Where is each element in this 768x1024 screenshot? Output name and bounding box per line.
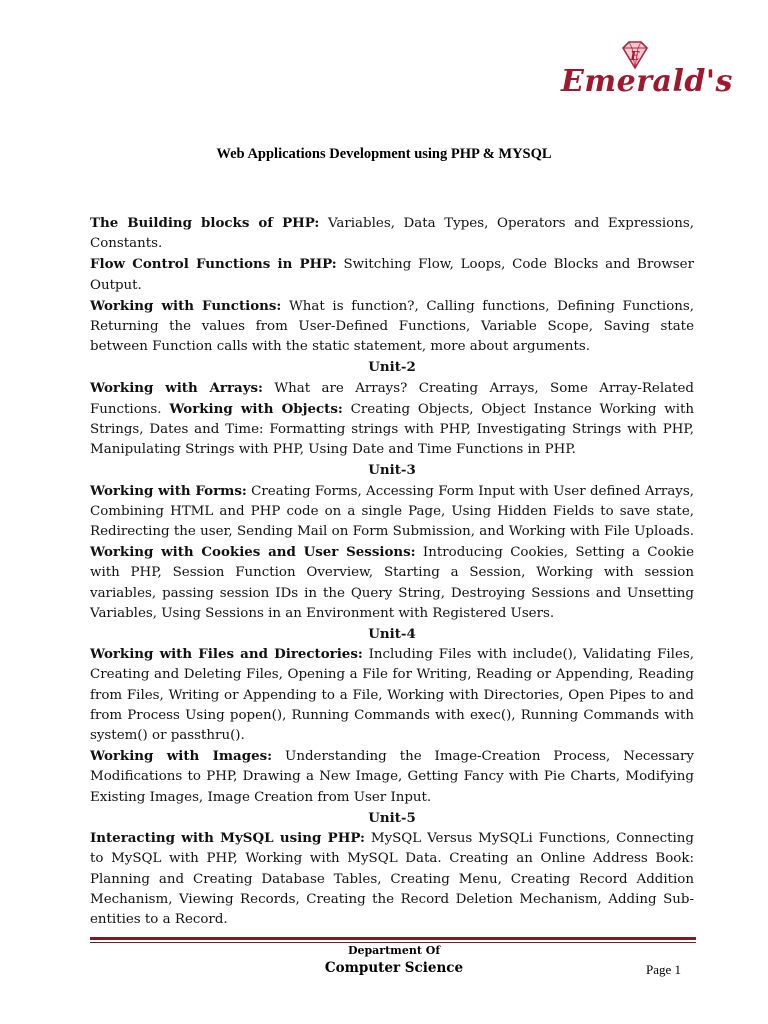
logo-text: Emerald's xyxy=(561,64,733,99)
emeralds-logo xyxy=(555,38,733,108)
topic-paragraph xyxy=(90,296,694,358)
topic-paragraph xyxy=(90,213,694,254)
topic-heading: Working with Cookies and User Sessions: xyxy=(90,544,416,561)
topic-paragraph xyxy=(90,746,694,808)
unit-heading: Unit-2 xyxy=(368,359,416,376)
page-number: Page 1 xyxy=(646,962,682,977)
footer-department: Department Of xyxy=(347,944,441,957)
topic-heading: The Building blocks of PHP: xyxy=(90,215,320,231)
footer-subject: Computer Science xyxy=(324,960,464,976)
topic-paragraph xyxy=(90,481,694,624)
topic-heading: Working with Functions: xyxy=(90,297,282,314)
topic-text: MySQL Versus MySQLi Functions, Connecting to MySQL with PHP, Working with MySQL Data. Creating an Online Address Book: Planning and Creating Database Tables, Creating Menu, Creating Record Addition Mechanism, Viewing Records, Creating the Record Deletion Mechanism, Adding Sub-entities to a Record. xyxy=(90,831,694,927)
topic-heading: Working with Objects: xyxy=(169,400,343,417)
footer-rule-thin xyxy=(90,942,696,943)
topic-text: What is function?, Calling functions, Defining Functions, Returning the values from User-Defined Functions, Variable Scope, Saving state between Function calls with the static statement, more about arguments. xyxy=(90,298,695,355)
topic-heading: Interacting with MySQL using PHP: xyxy=(90,830,365,847)
topic-text: Including Files with include(), Validating Files, Creating and Deleting Files, Opening a File for Writing, Reading or Appending, Reading from Files, Writing or Appending to a File, Working with Directories, Open Pipes to and from Process Using popen(), Running Commands with exec(), Running Commands with system() or passthru(). xyxy=(90,647,694,744)
topic-heading: Working with Files and Directories: xyxy=(90,646,363,663)
unit-heading: Unit-5 xyxy=(368,809,416,826)
logo-mark: E xyxy=(630,49,640,63)
topic-text: Introducing Cookies, Setting a Cookie with PHP, Session Function Overview, Starting a Session, Working with session variables, passing session IDs in the Query String, Destroying Sessions and Unsetting Variables, Using Sessions in an Environment with Registered Users. xyxy=(90,545,694,621)
footer-rule-thick xyxy=(90,937,696,940)
topic-text: Variables, Data Types, Operators and Expressions, Constants. xyxy=(90,216,694,252)
topic-paragraph xyxy=(90,254,694,295)
unit-heading: Unit-4 xyxy=(368,626,416,643)
topic-paragraph xyxy=(90,644,694,746)
topic-text: Creating Objects, Object Instance Working with Strings, Dates and Time: Formatting strings with PHP, Investigating Strings with PHP, Manipulating Strings with PHP, Using Date and Time Functions in PHP. xyxy=(90,401,695,458)
topic-text: What are Arrays? Creating Arrays, Some Array-Related Functions. xyxy=(90,380,695,417)
topic-paragraph xyxy=(90,828,694,930)
topic-heading: Working with Arrays: xyxy=(90,379,263,396)
topic-heading: Flow Control Functions in PHP: xyxy=(90,256,337,273)
document-title: Web Applications Development using PHP & MYSQL xyxy=(216,146,552,162)
topic-text: Switching Flow, Loops, Code Blocks and Browser Output. xyxy=(90,257,694,293)
syllabus-body xyxy=(90,213,694,930)
topic-paragraph xyxy=(90,378,694,461)
topic-heading: Working with Forms: xyxy=(90,482,247,499)
topic-heading: Working with Images: xyxy=(90,748,273,765)
topic-text: Creating Forms, Accessing Form Input with User defined Arrays, Combining HTML and PHP code on a single Page, Using Hidden Fields to save state, Redirecting the user, Sending Mail on Form Submission, and Working with File Uploads. xyxy=(90,483,694,540)
unit-heading: Unit-3 xyxy=(368,462,416,479)
topic-text: Understanding the Image-Creation Process, Necessary Modifications to PHP, Drawing a New Image, Getting Fancy with Pie Charts, Modifying Existing Images, Image Creation from User Input. xyxy=(90,749,694,805)
